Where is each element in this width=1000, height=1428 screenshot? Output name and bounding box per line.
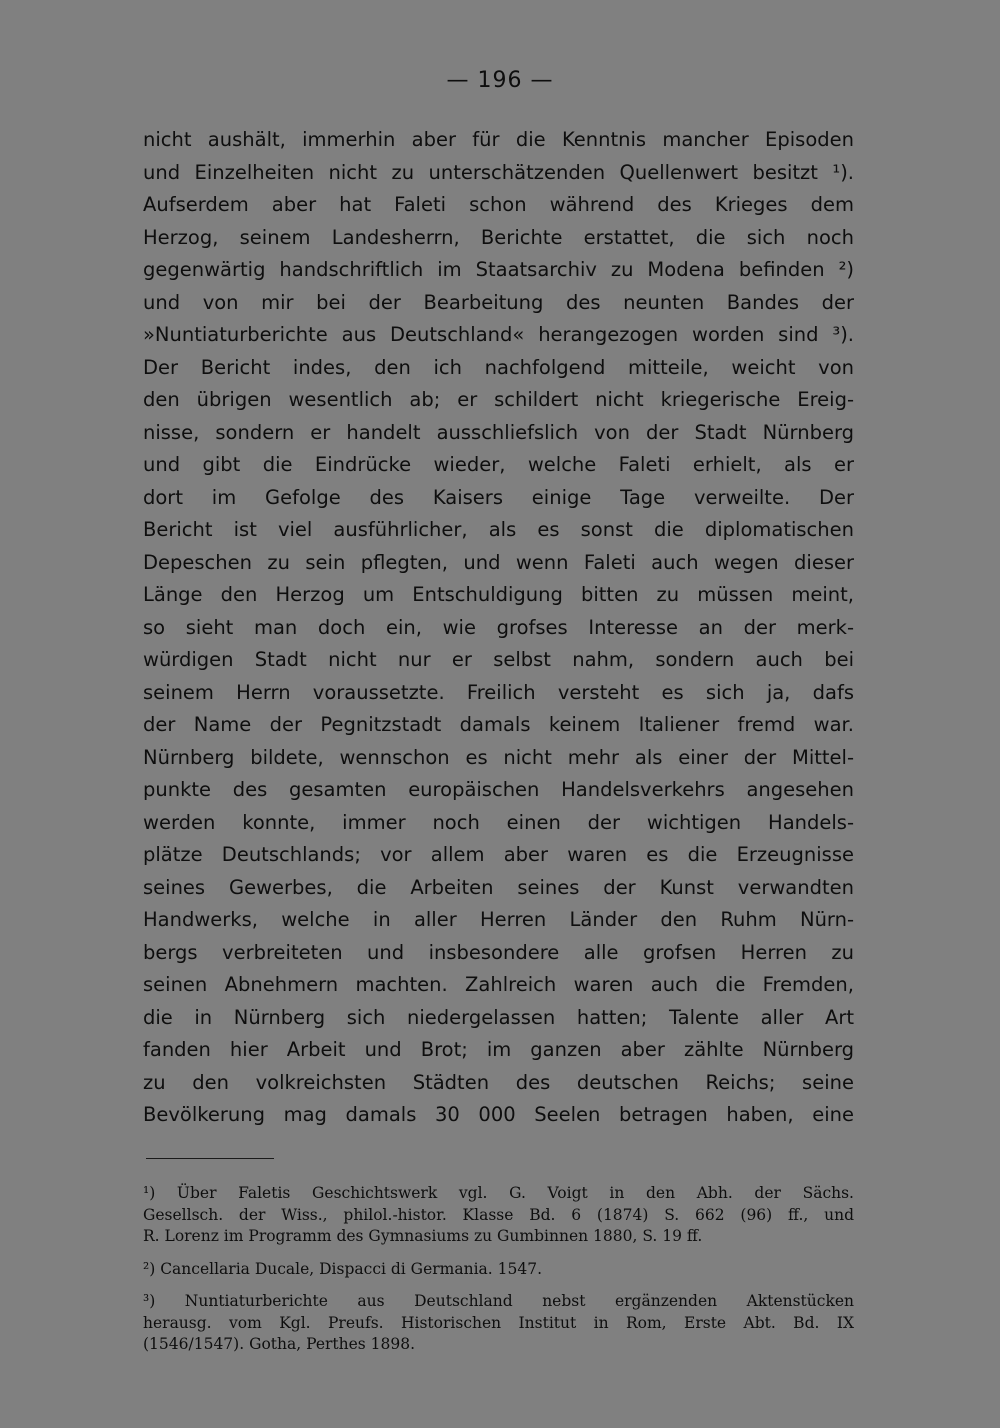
body-text (143, 124, 854, 1132)
body-line: zu den volkreichsten Städten des deutschen Reichs; seine (143, 1070, 854, 1094)
body-line: der Name der Pegnitzstadt damals keinem Italiener fremd war. (143, 713, 854, 736)
body-line: Aufserdem aber hat Faleti schon während des Krieges dem (143, 193, 854, 216)
body-line: seines Gewerbes, die Arbeiten seines der Kunst verwandten (143, 875, 854, 899)
body-line: Bericht ist viel ausführlicher, als es sonst die diplomatischen (143, 518, 854, 541)
body-line: und Einzelheiten nicht zu unterschätzenden Quellenwert besitzt ¹). (143, 160, 854, 184)
body-line: würdigen Stadt nicht nur er selbst nahm, sondern auch bei (143, 648, 854, 671)
body-line: Länge den Herzog um Entschuldigung bitten zu müssen meint, (143, 583, 854, 606)
body-line: Herzog, seinem Landesherrn, Berichte erstattet, die sich noch (143, 225, 854, 249)
body-line: punkte des gesamten europäischen Handelsverkehrs angesehen (143, 778, 854, 801)
body-line: nicht aushält, immerhin aber für die Kenntnis mancher Episoden (143, 128, 854, 151)
body-line: Der Bericht indes, den ich nachfolgend mitteile, weicht von (143, 355, 854, 379)
body-line: werden konnte, immer noch einen der wichtigen Handels- (143, 810, 854, 834)
body-line: so sieht man doch ein, wie grofses Interesse an der merk- (143, 615, 854, 639)
footnote-line: R. Lorenz im Programm des Gymnasiums zu Gumbinnen 1880, S. 19 ff. (143, 1227, 703, 1245)
body-line: seinem Herrn voraussetzte. Freilich versteht es sich ja, dafs (143, 680, 854, 704)
footnote-line: herausg. vom Kgl. Preufs. Historischen Institut in Rom, Erste Abt. Bd. IX (143, 1313, 854, 1332)
footnote (143, 1259, 854, 1281)
body-line: Bevölkerung mag damals 30 000 Seelen betragen haben, eine (143, 1103, 854, 1126)
footnote (143, 1183, 854, 1248)
footnote-line: ³) Nuntiaturberichte aus Deutschland nebst ergänzenden Aktenstücken (143, 1292, 854, 1310)
footnote-separator (146, 1158, 274, 1159)
body-line: fanden hier Arbeit und Brot; im ganzen aber zählte Nürnberg (143, 1038, 854, 1061)
body-line: »Nuntiaturberichte aus Deutschland« herangezogen worden sind ³). (143, 323, 854, 346)
body-line: und von mir bei der Bearbeitung des neunten Bandes der (143, 290, 854, 314)
body-line: seinen Abnehmern machten. Zahlreich waren auch die Fremden, (143, 973, 854, 996)
body-line: dort im Gefolge des Kaisers einige Tage verweilte. Der (143, 485, 854, 509)
body-line: gegenwärtig handschriftlich im Staatsarchiv zu Modena befinden ²) (143, 258, 854, 281)
footnote-line: ¹) Über Faletis Geschichtswerk vgl. G. Voigt in den Abh. der Sächs. (143, 1184, 854, 1202)
body-line: Depeschen zu sein pflegten, und wenn Faleti auch wegen dieser (143, 550, 854, 574)
footnote (143, 1291, 854, 1356)
body-line: Handwerks, welche in aller Herren Länder den Ruhm Nürn- (143, 908, 854, 931)
footnote-line: ²) Cancellaria Ducale, Dispacci di Germania. 1547. (143, 1259, 542, 1278)
body-line: bergs verbreiteten und insbesondere alle grofsen Herren zu (143, 940, 854, 964)
body-line: Nürnberg bildete, wennschon es nicht mehr als einer der Mittel- (143, 745, 854, 769)
body-line: die in Nürnberg sich niedergelassen hatten; Talente aller Art (143, 1005, 854, 1029)
footnote-line: (1546/1547). Gotha, Perthes 1898. (143, 1335, 416, 1353)
body-line: und gibt die Eindrücke wieder, welche Faleti erhielt, als er (143, 453, 854, 476)
page-number: — 196 — (446, 68, 554, 93)
body-line: den übrigen wesentlich ab; er schildert nicht kriegerische Ereig- (143, 388, 854, 411)
footnote-line: Gesellsch. der Wiss., philol.-histor. Klasse Bd. 6 (1874) S. 662 (96) ff., und (143, 1205, 854, 1224)
body-line: nisse, sondern er handelt ausschliefslich von der Stadt Nürnberg (143, 420, 854, 444)
footnotes (143, 1183, 854, 1356)
body-line: plätze Deutschlands; vor allem aber waren es die Erzeugnisse (143, 843, 854, 866)
